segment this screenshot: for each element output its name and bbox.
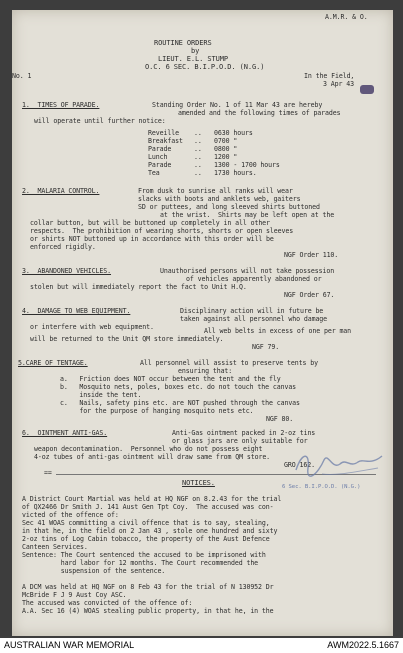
document-page — [12, 10, 393, 636]
section-5-item: c. Nails, safety pins etc. are NOT pushed through the canvas — [60, 399, 300, 407]
section-4-reference: NGF 79. — [252, 343, 280, 351]
archive-footer — [0, 638, 403, 653]
section-3-line: stolen but will immediately report the fact to Unit H.Q. — [30, 283, 247, 291]
section-heading-3: 3. ABANDONED VEHICLES. — [22, 267, 112, 275]
notices-heading: NOTICES. — [182, 479, 215, 487]
header-place: In the Field, — [304, 72, 355, 80]
order-number: No. 1 — [12, 72, 32, 80]
time-dots: .. — [194, 161, 202, 169]
section-1-line: will operate until further notice: — [34, 117, 166, 125]
time-value: 0630 hours — [214, 129, 253, 137]
section-2-line: collar button, but will be buttoned up completely in all other — [30, 219, 270, 227]
section-3-line: of vehicles apparently abandoned or — [186, 275, 322, 283]
section-2-line: SD or puttees, and long sleeved shirts buttoned — [138, 203, 320, 211]
notice-line: Canteen Services. — [22, 543, 88, 551]
time-dots: .. — [194, 137, 202, 145]
notice-line: A.A. Sec 16 (4) WOAS stealing public property, in that he, in the — [22, 607, 274, 615]
section-2-line: From dusk to sunrise all ranks will wear — [138, 187, 293, 195]
header-officer: LIEUT. E.L. STUMP — [158, 55, 228, 63]
section-5-reference: NGF 80. — [266, 415, 294, 423]
header-ref: A.M.R. & O. — [325, 13, 368, 21]
notice-line: Sec 41 WOAS committing a civil offence that is to say, stealing, — [22, 519, 270, 527]
section-5-item: b. Mosquito nets, poles, boxes etc. do not touch the canvas — [60, 383, 297, 391]
section-1-line: amended and the following times of parades — [178, 109, 341, 117]
section-1-line: Standing Order No. 1 of 11 Mar 43 are hereby — [152, 101, 323, 109]
section-5-line: ensuring that: — [178, 367, 233, 375]
time-value: 1200 " — [214, 153, 238, 161]
time-dots: .. — [194, 129, 202, 137]
section-5-line: All personnel will assist to preserve tents by — [140, 359, 319, 367]
section-4-line: taken against all personnel who damage — [180, 315, 328, 323]
time-value: 1730 hours. — [214, 169, 257, 177]
section-2-reference: NGF Order 110. — [284, 251, 339, 259]
time-dots: .. — [194, 145, 202, 153]
notice-line: of QX2466 Dr Smith J. 141 Aust Gen Tpt Coy. The accused was con- — [22, 503, 274, 511]
time-dots: .. — [194, 153, 202, 161]
section-heading-4: 4. DAMAGE TO WEB EQUIPMENT. — [22, 307, 131, 315]
notice-line: A District Court Martial was held at HQ NGF on 8.2.43 for the trial — [22, 495, 282, 503]
section-heading-6: 6. OINTMENT ANTI-GAS. — [22, 429, 108, 437]
section-heading-1: 1. TIMES OF PARADE. — [22, 101, 100, 109]
notice-line: McBride F J 9 Aust Coy ASC. — [22, 591, 127, 599]
section-2-line: or shirts NOT buttoned up in accordance with this order will be — [30, 235, 274, 243]
section-2-line: enforced rigidly. — [30, 243, 96, 251]
time-label: Parade — [148, 161, 172, 169]
section-6-line: Anti-Gas ointment packed in 2-oz tins — [172, 429, 316, 437]
section-4-line: will be returned to the Unit QM store immediately. — [30, 335, 224, 343]
section-2-line: at the wrist. Shirts may be left open at the — [160, 211, 335, 219]
time-label: Parade — [148, 145, 172, 153]
section-heading-5: 5.CARE OF TENTAGE. — [18, 359, 88, 367]
ink-blot — [360, 85, 374, 94]
notice-line: suspension of the sentence. — [22, 567, 166, 575]
section-5-item: a. Friction does NOT occur between the tent and the fly — [60, 375, 281, 383]
document-title: ROUTINE ORDERS — [154, 39, 212, 47]
section-6-line: weapon decontamination. Personnel who do not possess eight — [34, 445, 263, 453]
time-label: Tea — [148, 169, 160, 177]
section-4-line: All web belts in excess of one per man — [204, 327, 352, 335]
unit-stamp-text: 6 Sec. B.I.P.O.D. (N.G.) — [282, 484, 361, 490]
time-value: 0800 " — [214, 145, 238, 153]
notice-line: hard labor for 12 months. The Court recommended the — [22, 559, 259, 567]
footer-source: AUSTRALIAN WAR MEMORIAL — [4, 640, 135, 650]
footer-accession-number: AWM2022.5.1667 — [327, 640, 399, 650]
header-by: by — [191, 47, 200, 55]
notice-line: victed of the offence of: — [22, 511, 119, 519]
section-3-reference: NGF Order 67. — [284, 291, 335, 299]
section-5-item: for the purpose of hanging mosquito nets etc. — [60, 407, 254, 415]
time-label: Reveille — [148, 129, 179, 137]
time-value: 1300 - 1700 hours — [214, 161, 280, 169]
notice-line: in that he, in the field on 2 Jan 43 , stole one hundred and sixty — [22, 527, 278, 535]
time-label: Lunch — [148, 153, 168, 161]
section-heading-2: 2. MALARIA CONTROL. — [22, 187, 100, 195]
officer-signature — [292, 446, 388, 480]
time-label: Breakfast — [148, 137, 183, 145]
divider-mark: == — [44, 469, 52, 477]
header-date: 3 Apr 43 — [323, 80, 354, 88]
section-6-line: or glass jars are only suitable for — [172, 437, 308, 445]
section-3-line: Unauthorised persons will not take possession — [160, 267, 335, 275]
section-5-item: inside the tent. — [60, 391, 142, 399]
section-4-line: Disciplinary action will in future be — [180, 307, 324, 315]
notice-line: 2-oz tins of Log Cabin tobacco, the property of the Aust Defence — [22, 535, 270, 543]
notice-line: The accused was convicted of the offence of: — [22, 599, 193, 607]
section-2-line: respects. The prohibition of wearing shorts, shorts or open sleeves — [30, 227, 294, 235]
time-dots: .. — [194, 169, 202, 177]
section-2-line: slacks with boots and anklets web, gaiters — [138, 195, 301, 203]
notice-line: Sentence: The Court sentenced the accused to be imprisoned with — [22, 551, 266, 559]
section-6-line: 4-oz tubes of anti-gas ointment will draw same from QM store. — [34, 453, 271, 461]
header-unit: O.C. 6 SEC. B.I.P.O.D. (N.G.) — [145, 63, 265, 71]
section-4-line: or interfere with web equipment. — [30, 323, 154, 331]
time-value: 0700 " — [214, 137, 238, 145]
notice-line: A DCM was held at HQ NGF on 8 Feb 43 for the trial of N 130952 Dr — [22, 583, 274, 591]
section-6-reference: GRO 162. — [284, 461, 315, 469]
